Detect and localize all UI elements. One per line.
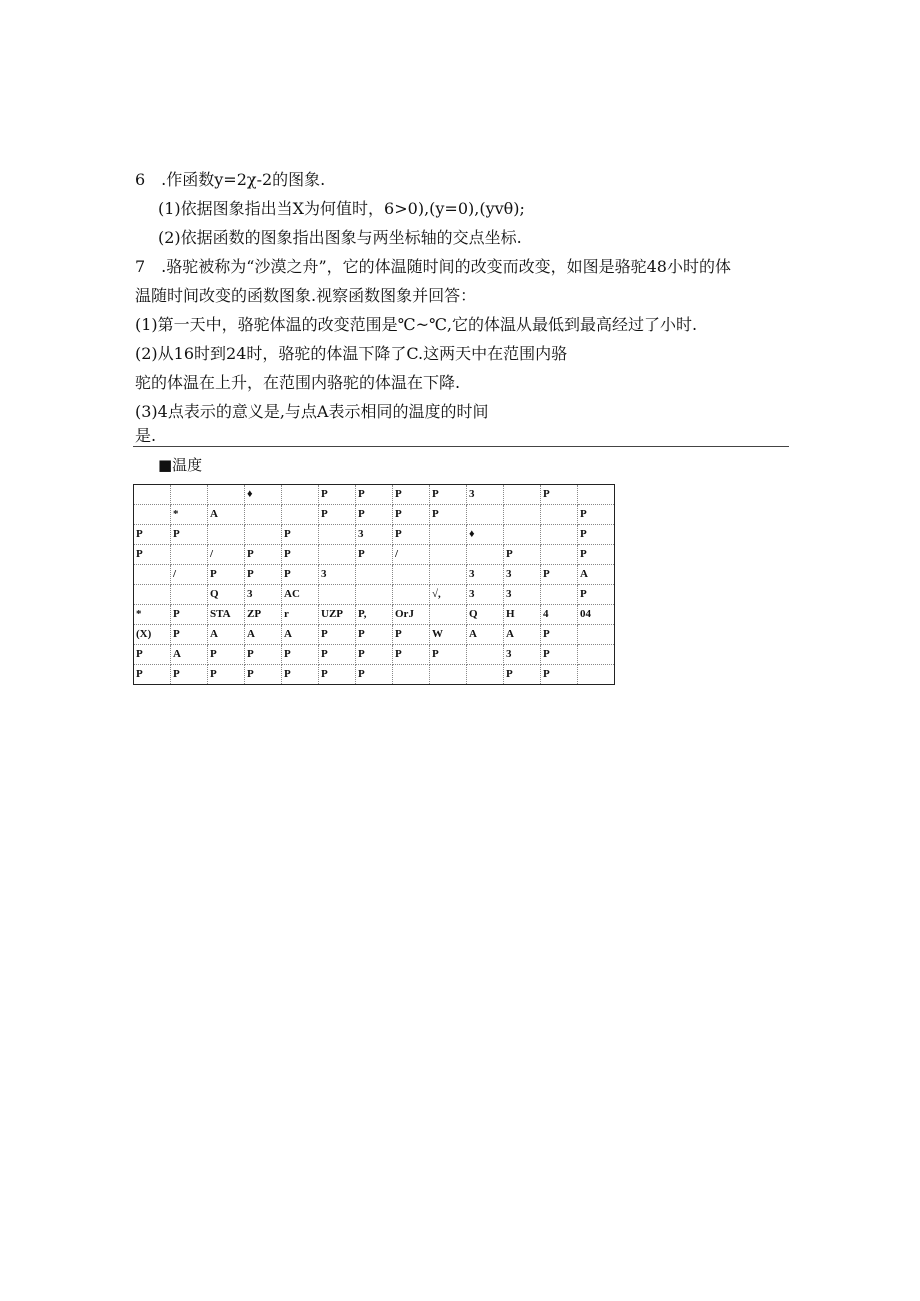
grid-row <box>134 585 615 605</box>
grid-cell <box>245 505 282 525</box>
grid-cell: P <box>171 665 208 685</box>
grid-cell <box>541 585 578 605</box>
grid-cell: A <box>208 625 245 645</box>
grid-cell: P <box>356 545 393 565</box>
text-line: (3)4点表示的意义是,与点A表示相同的温度的时间 <box>135 402 489 421</box>
grid-cell <box>430 525 467 545</box>
grid-cell <box>541 525 578 545</box>
grid-cell: / <box>208 545 245 565</box>
grid-cell <box>171 545 208 565</box>
horizontal-rule <box>133 446 789 447</box>
grid-cell: P <box>282 525 319 545</box>
grid-cell: P <box>393 505 430 525</box>
grid-cell: 4 <box>541 605 578 625</box>
grid-cell <box>134 565 171 585</box>
grid-cell <box>578 665 615 685</box>
grid-cell <box>356 585 393 605</box>
grid-cell: P <box>541 645 578 665</box>
grid-cell: A <box>171 645 208 665</box>
grid-cell: A <box>467 625 504 645</box>
grid-cell: P <box>393 645 430 665</box>
grid-cell <box>171 585 208 605</box>
grid-cell: P <box>134 665 171 685</box>
grid-cell: 3 <box>319 565 356 585</box>
grid-cell: P <box>393 485 430 505</box>
grid-row <box>134 625 615 645</box>
grid-cell: (X) <box>134 625 171 645</box>
grid-cell <box>467 505 504 525</box>
grid-cell <box>504 505 541 525</box>
grid-cell: Q <box>467 605 504 625</box>
grid-cell <box>282 485 319 505</box>
grid-cell <box>319 585 356 605</box>
grid-cell: 3 <box>467 565 504 585</box>
grid-cell: P <box>578 585 615 605</box>
grid-cell <box>134 585 171 605</box>
grid-cell <box>356 565 393 585</box>
grid-cell: H <box>504 605 541 625</box>
grid-cell <box>208 525 245 545</box>
grid-cell: P <box>356 485 393 505</box>
grid-cell: 3 <box>467 585 504 605</box>
grid-cell <box>430 565 467 585</box>
grid-cell: P <box>208 665 245 685</box>
grid-cell <box>430 605 467 625</box>
grid-cell <box>578 485 615 505</box>
grid-cell: OrJ <box>393 605 430 625</box>
grid-cell: ZP <box>245 605 282 625</box>
grid-cell: A <box>504 625 541 645</box>
grid-cell: P <box>319 625 356 645</box>
grid-cell <box>541 505 578 525</box>
grid-cell <box>541 545 578 565</box>
grid-cell: P <box>208 645 245 665</box>
grid-cell: P, <box>356 605 393 625</box>
grid-cell: P <box>171 605 208 625</box>
grid-cell: P <box>541 565 578 585</box>
text-line: 6 .作函数y=2χ-2的图象. <box>135 170 326 189</box>
grid-cell: P <box>134 525 171 545</box>
grid-cell: / <box>171 565 208 585</box>
grid-cell <box>467 645 504 665</box>
grid-cell <box>430 665 467 685</box>
grid-cell: P <box>319 645 356 665</box>
grid-cell: P <box>430 485 467 505</box>
grid-cell <box>393 665 430 685</box>
grid-cell: ♦ <box>245 485 282 505</box>
grid-row <box>134 645 615 665</box>
grid-cell <box>134 485 171 505</box>
grid-cell: P <box>541 625 578 645</box>
grid-row <box>134 605 615 625</box>
grid-cell: 3 <box>467 485 504 505</box>
grid-cell: P <box>319 505 356 525</box>
grid-cell: P <box>282 665 319 685</box>
grid-row <box>134 485 615 505</box>
grid-cell <box>319 525 356 545</box>
text-line: 温随时间改变的函数图象.视察函数图象并回答： <box>135 286 477 305</box>
text-line: (2)从16时到24时，骆驼的体温下降了C.这两天中在范围内骆 <box>135 344 568 363</box>
grid-cell <box>430 545 467 565</box>
grid-row <box>134 565 615 585</box>
grid-cell: / <box>393 545 430 565</box>
grid-cell: P <box>541 665 578 685</box>
grid-cell <box>282 505 319 525</box>
grid-cell: P <box>319 665 356 685</box>
grid-cell <box>504 485 541 505</box>
grid-cell: ♦ <box>467 525 504 545</box>
temperature-chart-grid <box>133 484 615 685</box>
grid-cell: P <box>245 665 282 685</box>
grid-cell: P <box>578 545 615 565</box>
grid-cell: UZP <box>319 605 356 625</box>
grid-cell: STA <box>208 605 245 625</box>
text-line: (1)第一天中，骆驼体温的改变范围是℃~℃,它的体温从最低到最高经过了小时. <box>135 315 698 334</box>
grid-cell: P <box>171 625 208 645</box>
grid-cell: 04 <box>578 605 615 625</box>
grid-cell: P <box>356 625 393 645</box>
grid-cell: W <box>430 625 467 645</box>
grid-cell: P <box>245 545 282 565</box>
grid-cell: AC <box>282 585 319 605</box>
grid-cell: P <box>393 625 430 645</box>
text-line: 驼的体温在上升，在范围内骆驼的体温在下降. <box>135 373 461 392</box>
grid-cell: P <box>393 525 430 545</box>
grid-cell <box>467 665 504 685</box>
text-line: (2)依据函数的图象指出图象与两坐标轴的交点坐标. <box>158 228 522 247</box>
grid-cell: P <box>319 485 356 505</box>
text-line: (1)依据图象指出当X为何值时，6>0),(y=0),(yvθ); <box>158 199 525 218</box>
grid-cell: P <box>504 545 541 565</box>
grid-cell <box>504 525 541 545</box>
grid-row <box>134 545 615 565</box>
grid-cell: P <box>134 545 171 565</box>
grid-cell: P <box>578 525 615 545</box>
grid-cell: P <box>504 665 541 685</box>
grid-cell: P <box>356 505 393 525</box>
grid-cell: P <box>282 645 319 665</box>
grid-cell <box>467 545 504 565</box>
grid-cell: A <box>245 625 282 645</box>
grid-cell: 3 <box>356 525 393 545</box>
grid-cell: P <box>171 525 208 545</box>
grid-row <box>134 505 615 525</box>
grid-cell: A <box>282 625 319 645</box>
grid-cell: P <box>356 665 393 685</box>
grid-cell: P <box>208 565 245 585</box>
grid-cell: P <box>282 545 319 565</box>
grid-cell <box>134 505 171 525</box>
grid-cell: * <box>171 505 208 525</box>
grid-cell <box>208 485 245 505</box>
grid-row <box>134 525 615 545</box>
grid-cell <box>393 565 430 585</box>
grid-cell: 3 <box>504 645 541 665</box>
grid-cell: 3 <box>504 565 541 585</box>
grid-row <box>134 665 615 685</box>
grid-cell: P <box>430 645 467 665</box>
grid-cell: * <box>134 605 171 625</box>
text-line: 7 .骆驼被称为“沙漠之舟”，它的体温随时间的改变而改变，如图是骆驼48小时的体 <box>135 257 731 276</box>
grid-cell <box>171 485 208 505</box>
grid-cell <box>319 545 356 565</box>
grid-cell: 3 <box>245 585 282 605</box>
grid-cell <box>245 525 282 545</box>
grid-cell: A <box>578 565 615 585</box>
grid-cell <box>578 645 615 665</box>
grid-cell: P <box>134 645 171 665</box>
grid-cell: Q <box>208 585 245 605</box>
grid-cell: P <box>245 645 282 665</box>
grid-cell: P <box>282 565 319 585</box>
grid-cell: A <box>208 505 245 525</box>
grid-cell: r <box>282 605 319 625</box>
grid-cell <box>393 585 430 605</box>
chart-caption: ■温度 <box>158 456 203 474</box>
text-line: 是. <box>135 426 157 445</box>
grid-cell: P <box>578 505 615 525</box>
grid-cell: P <box>430 505 467 525</box>
grid-cell: √, <box>430 585 467 605</box>
grid-cell: 3 <box>504 585 541 605</box>
grid-cell: P <box>541 485 578 505</box>
grid-cell: P <box>356 645 393 665</box>
grid-cell: P <box>245 565 282 585</box>
grid-cell <box>578 625 615 645</box>
